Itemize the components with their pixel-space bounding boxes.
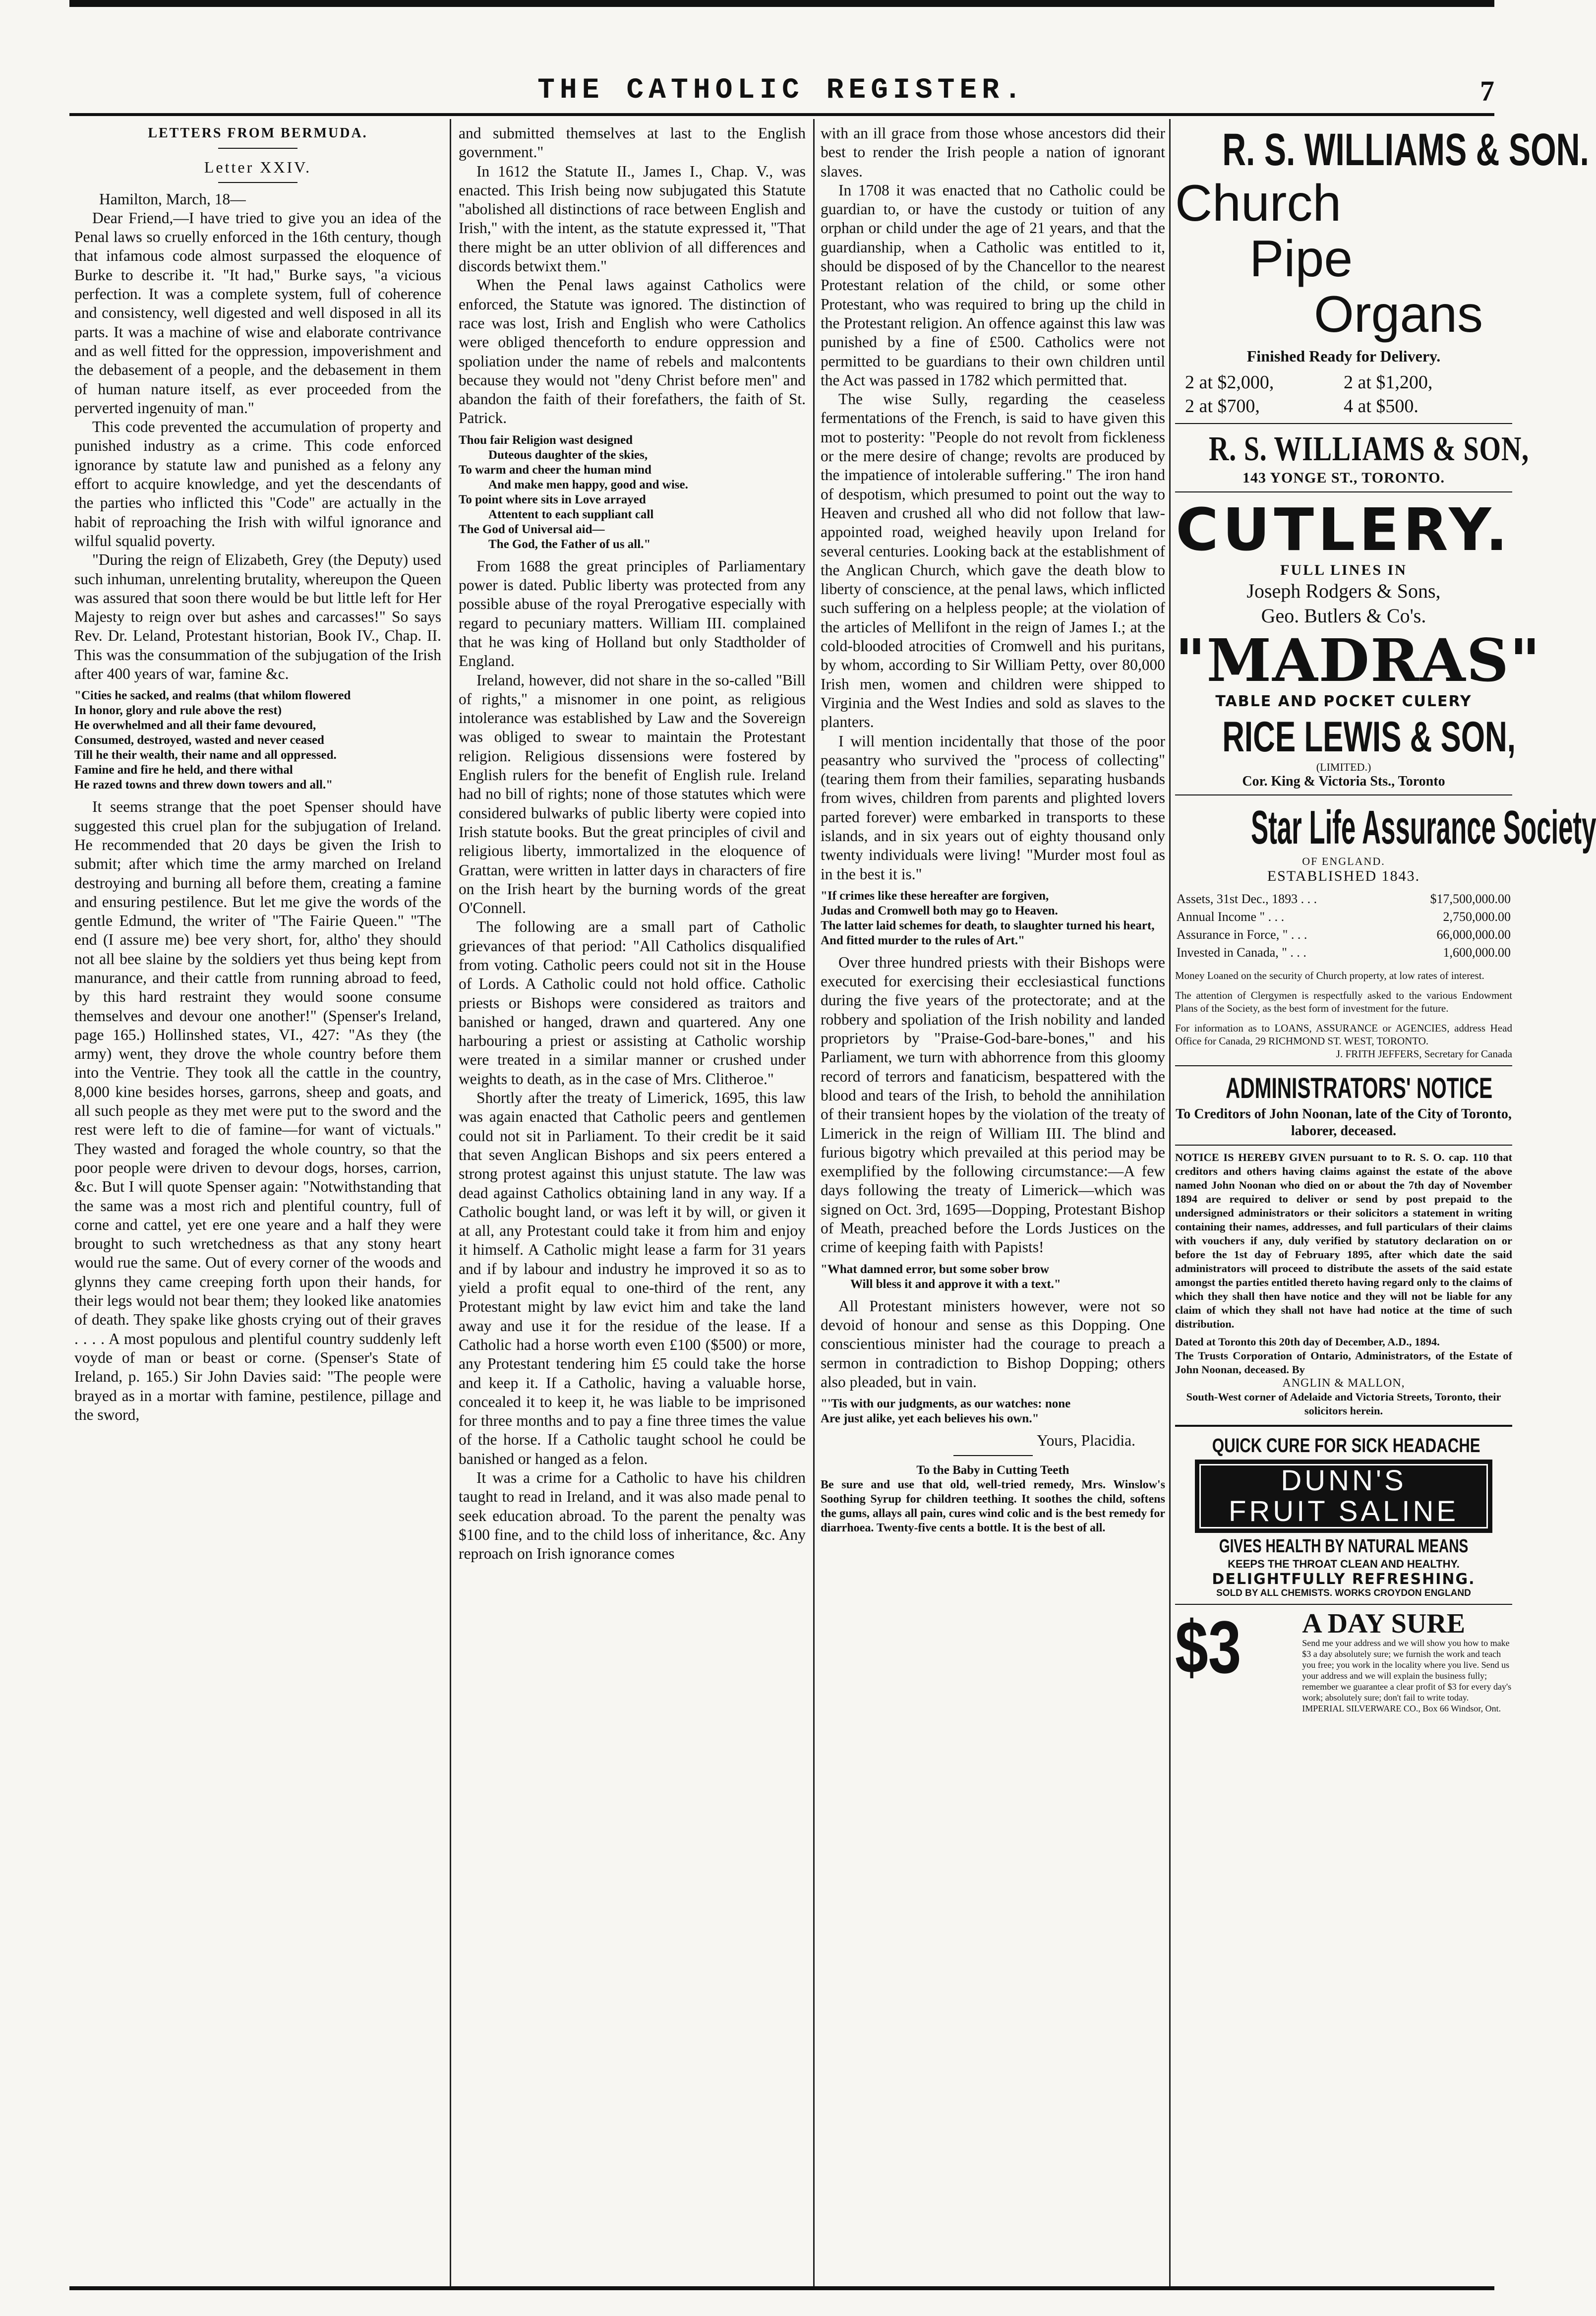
verse <box>821 1397 1165 1426</box>
table-cell: Assurance in Force, " . . . <box>1177 927 1307 942</box>
page-number: 7 <box>1480 75 1494 107</box>
article-column-2 <box>459 124 806 2276</box>
table-cell: 1,600,000.00 <box>1443 945 1511 960</box>
money-loaned: Money Loaned on the security of Church property, at low rates of interest. <box>1175 970 1484 981</box>
admin-title-text: ADMINISTRATORS' NOTICE <box>1226 1072 1493 1104</box>
rice-lewis-address: Cor. King & Victoria Sts., Toronto <box>1242 774 1445 789</box>
info-text: For information as to LOANS, ASSURANCE or AGENCIES, address Head Office for Canada, 29 RICHMOND ST. WEST, TORONTO. <box>1175 1022 1512 1047</box>
paragraph: Shortly after the treaty of Limerick, 1695, this law was again enacted that Catholic peers and gentlemen could not sit in Parliament. To their credit be it said that seven Anglican Bishops and six peers entered a strong protest against this unjust statute. The law was dead against Catholics obtaining land in any way. If a Catholic bought land, or was left it by will, or given it at all, any Protestant could take it from him and enjoy it himself. A Catholic might lease a farm for 31 years and if by labour and industry he improved it so as to yield a profit equal to one-third of the rent, any Protestant might by law evict him and take the land away and use it for the residue of the lease. If a Catholic had a horse worth even £100 ($500) or more, any Protestant tendering him £5 could take the horse and keep it. If a Catholic, having a valuable horse, concealed it to keep it, he was liable to be imprisoned for three months and to pay a fine three times the value of the horse. If a Catholic taught school he could be banished or hanged as a felon. <box>459 1089 806 1467</box>
table-cell: Invested in Canada, " . . . <box>1177 945 1306 960</box>
rodgers-line: Joseph Rodgers & Sons, <box>1246 580 1441 602</box>
delightfully: DELIGHTFULLY REFRESHING. <box>1212 1571 1476 1588</box>
admin-body: NOTICE IS HEREBY GIVEN pursuant to to R. S. O. cap. 110 that creditors and others having claims against the estate of the above named John Noonan who died on or about the 7th day of November 1894 are required to deliver or send by post prepaid to the undersigned administrators or their solicitors a statement in writing containing their names, addresses, and full particulars of their claims with vouchers if any, duly verified by statutory declaration on or before the 1st day of February 1895, after which date the said administrators will proceed to distribute the assets of the said estate amongst the parties entitled thereto having regard only to the claims of which they shall then have notice and they will not be liable for any claim of which they shall not have had notice at the time of such distribution. <box>1175 1151 1512 1330</box>
organs-line: Church <box>1175 175 1342 232</box>
verse-line: To point where sits in Love arrayed <box>459 492 646 506</box>
williams-ad-title <box>1175 124 1589 176</box>
dateline: Hamilton, March, 18— <box>99 190 246 208</box>
paragraph: and submitted themselves at last to the English government." <box>459 124 806 161</box>
paragraph: It was a crime for a Catholic to have his children taught to read in Ireland, and it was also made penal to seek education abroad. To the parent the penalty was $100 fine, and to the child loss of inheritance, &c. Any reproach on Irish ignorance comes <box>459 1469 806 1563</box>
divider <box>1175 1065 1512 1066</box>
three-dollar: $3 <box>1175 1605 1241 1689</box>
divider <box>953 1455 1033 1456</box>
butlers-line: Geo. Butlers & Co's. <box>1261 605 1426 627</box>
sold-line: SOLD BY ALL CHEMISTS. WORKS CROYDON ENGLAND <box>1216 1588 1471 1598</box>
price-item: 4 at $500. <box>1344 396 1419 417</box>
gives-health-text: GIVES HEALTH BY NATURAL MEANS <box>1219 1536 1469 1557</box>
fruit-saline: FRUIT SALINE <box>1228 1495 1459 1527</box>
anglin-address: South-West corner of Adelaide and Victoria Streets, Toronto, their solicitors herein. <box>1186 1391 1501 1417</box>
williams-name: R. S. WILLIAMS & SON. <box>1222 124 1589 175</box>
full-lines: FULL LINES IN <box>1280 562 1407 578</box>
verse-line: And fitted murder to the rules of Art." <box>821 933 1025 947</box>
paragraph: This code prevented the accumulation of property and punished industry as a crime. This code enforced ignorance by statute law and punished as a felony any effort to acquire knowledge, and yet the descendants of the parties who inflicted this "Code" are actually in the habit of reproaching the Irish with wilful ignorance and wilful squalid poverty. <box>74 418 441 549</box>
letter-number: Letter XXIV. <box>204 158 312 177</box>
verse-line: "What damned error, but some sober brow <box>821 1262 1049 1276</box>
star-life-figures <box>1175 890 1512 962</box>
admin-subtitle: To Creditors of John Noonan, late of the City of Toronto, laborer, deceased. <box>1176 1106 1512 1139</box>
verse-line: Famine and fire he held, and there withal <box>74 763 293 777</box>
paragraph: with an ill grace from those whose ancestors did their best to render the Irish people a nation of ignorant slaves. <box>821 124 1165 180</box>
verse-line: He overwhelmed and all their fame devoured, <box>74 719 316 732</box>
paragraph: The following are a small part of Catholic grievances of that period: "All Catholics disqualified from voting. Catholic peers could not sit in the House of Lords. A Catholic could not hold office. Catholic priests or Bishops were considered as traitors and banished or hanged, drawn and quartered. Any one harbouring a priest or assisting at Catholic worship were treated in a similar manner or crushed under weights to death, as in the case of Mrs. Clitheroe." <box>459 918 806 1088</box>
paragraph: From 1688 the great principles of Parliamentary power is dated. Public liberty was protected from any possible abuse of the royal Prerogative especially with regard to pecuniary matters. William III. complained that he was king of Holland but only Stadtholder of England. <box>459 557 806 670</box>
bottom-rule <box>69 2286 1494 2290</box>
paragraph: Over three hundred priests with their Bishops were executed for exercising their ecclesiastical functions during the five years of the protectorate; and at the robbery and spoliation of the Irish nobility and landed proprietors by "Praise-God-bare-bones," and his Parliament, we turn with abhorrence from this gloomy record of terrors and fanaticism, bespattered with the blood and tears of the Irish, to behold the annihilation of their transient hopes by the violation of the treaty of Limerick in the reign of William III. The blind and furious bigotry which prevailed at this period may be exemplified by the following circumstance:—A few days following the treaty of Limerick—which was signed on Oct. 3rd, 1695—Dopping, Protestant Bishop of Meath, preached before the Lords Justices on the crime of keeping faith with Papists! <box>821 953 1165 1256</box>
paragraph: It seems strange that the poet Spenser should have suggested this cruel plan for the subjugation of Ireland. He recommended that 20 days be given the Irish to submit; after which time the army marched on Ireland destroying and burning all before them, creating a famine and ensuring pestilence. But let me give the words of the gentle Edmund, the writer of "The Fairie Queen." "The end (I assure me) bee very short, for, altho' they should not all bee slaine by the soldiers yet thus being kept from manurance, and their cattle from running abroad to feed, by this hard restraint they would soone consume themselves and devour one another!" (Spenser's Ireland, page 165.) Hollinshed states, VI., 427: "As they (the army) went, they drove the whole country before them into the Ventrie. They took all the cattle in the country, 8,000 kine besides horses, garrons, sheep and goats, and all such people as they met were put to the sword and the rest were left to die of famine—for want of victuals." They wasted and foraged the whole country, so that the poor people were driven to devour dogs, horses, carrion, &c. But I will quote Spenser again: "Notwithstanding that the same was a most rich and plentiful country, full of corne and cattel, yet ere one yeare and a half they were brought to such wretchedness as that any stony heart would rue the same. Out of every corner of the woods and glynns they came creeping forth upon their hands, for their legs would not bear them; they looked like anatomies of death. They spake like ghosts crying out of their graves . . . . A most populous and plentiful country suddenly left voyde of man or beast or corne. (Spenser's State of Ireland, p. 165.) Sir John Davies said: "The people were brayed as in a mortar with famine, pestilence, pillage and the sword, <box>74 798 441 1423</box>
paragraph: "During the reign of Elizabeth, Grey (the Deputy) used such inhuman, unrelenting brutality, whereupon the Queen was assured that soon there would be but little left for Her Majesty to reign over but ashes and carcasses!" So says Rev. Dr. Leland, Protestant historian, Book IV., Chap. II. This was the consummation of the subjugation of the Irish after 400 years of war, famine &c. <box>74 551 441 683</box>
verse-line: Consumed, destroyed, wasted and never ceased <box>74 733 324 747</box>
article-column-1 <box>74 124 441 2276</box>
organs-line: Organs <box>1314 286 1483 343</box>
limited-line: (LIMITED.) <box>1316 761 1371 773</box>
admin-title <box>1175 1071 1512 1106</box>
divider <box>1175 1604 1512 1605</box>
star-life-title <box>1175 800 1596 855</box>
divider <box>1175 423 1512 424</box>
divider <box>1175 794 1512 795</box>
price-item: 2 at $700, <box>1185 396 1260 417</box>
column-divider <box>813 119 815 2286</box>
organs-heading <box>1175 176 1512 342</box>
verse-line: The God, the Father of us all." <box>488 537 651 551</box>
table-cell: Assets, 31st Dec., 1893 . . . <box>1177 892 1317 906</box>
jeffers-line: J. FRITH JEFFERS, Secretary for Canada <box>1336 1048 1512 1060</box>
finished-line: Finished Ready for Delivery. <box>1246 347 1441 365</box>
williams-address: 143 YONGE ST., TORONTO. <box>1242 470 1445 486</box>
three-dollar-text <box>1302 1610 1512 1714</box>
divider <box>218 182 297 183</box>
three-dollar-ad <box>1175 1605 1512 1714</box>
table-row <box>1176 944 1511 961</box>
paragraph: When the Penal laws against Catholics were enforced, the Statute was ignored. The distinction of race was lost, Irish and English who were Catholics were obliged thenceforth to endure oppression and spoliation under the name of rebels and malcontents because they would not "deny Christ before men" and abandon the faith of their forefathers, the faith of St. Patrick. <box>459 276 806 427</box>
paragraph: Ireland, however, did not share in the so-called "Bill of rights," a misnomer in one point, as religious intolerance was established by Law and the Sovereign was obliged to swear to maintain the Protestant religion. Religious dissensions were fostered by English rulers for the benefit of English rule. Ireland had no bill of rights; none of those statutes which were considered bulwarks of public liberty were copied into Irish statute books. But the great principles of civil and religious liberty, immortalized in the eloquence of Grattan, were written in latter days in characters of fire on the Irish heart by the burning words of the great O'Connell. <box>459 671 806 917</box>
advertisement-column <box>1175 124 1596 2276</box>
anglin-name: ANGLIN & MALLON, <box>1282 1377 1405 1390</box>
verse-line: In honor, glory and rule above the rest) <box>74 704 282 718</box>
verse <box>459 433 806 552</box>
top-rule <box>69 0 1494 7</box>
organs-line: Pipe <box>1249 230 1353 288</box>
verse-line: Till he their wealth, their name and all oppressed. <box>74 748 337 762</box>
verse-line: Are just alike, yet each believes his own." <box>821 1412 1039 1426</box>
madras-heading: "MADRAS" <box>1175 626 1541 695</box>
divider <box>1175 1145 1512 1146</box>
notice-text: Be sure and use that old, well-tried remedy, Mrs. Winslow's Soothing Syrup for children teething. It soothes the child, softens the gums, allays all pain, cures wind colic and is the best remedy for diarrhoea. Twenty-five cents a bottle. It is the best of all. <box>821 1478 1165 1535</box>
column-divider <box>1169 119 1171 2286</box>
cutlery-heading: CUTLERY. <box>1176 495 1512 564</box>
article-column-3 <box>821 124 1165 2276</box>
verse-line: Will bless it and approve it with a text." <box>850 1277 1061 1291</box>
williams-name-2: R. S. WILLIAMS & SON, <box>1209 430 1529 468</box>
dunns-fruit-saline-banner <box>1195 1460 1492 1533</box>
gives-health <box>1175 1535 1512 1558</box>
verse-line: "'Tis with our judgments, as our watches: none <box>821 1397 1071 1411</box>
paragraph: In 1612 the Statute II., James I., Chap. V., was enacted. This Irish being now subjugated this Statute "abolished all distinctions of race between English and Irish," with the intent, as the statute expressed it, "That there might be an utter oblivion of all differences and discords betwixt them." <box>459 162 806 275</box>
divider <box>1175 1425 1512 1427</box>
header-rule <box>69 113 1494 116</box>
table-row <box>1176 909 1511 925</box>
rice-lewis-title <box>1175 713 1516 761</box>
divider <box>218 148 297 149</box>
verse <box>74 688 441 792</box>
paragraph: All Protestant ministers however, were not so devoid of honour and sense as this Dopping. One conscientious minister had the courage to preach a sermon in contradiction to Bishop Dopping; others also pleaded, but in vain. <box>821 1297 1165 1391</box>
table-cell: Annual Income " . . . <box>1177 910 1285 924</box>
of-england: OF ENGLAND. <box>1302 855 1385 867</box>
signature: Yours, Placidia. <box>1037 1432 1135 1450</box>
verse-line: And make men happy, good and wise. <box>488 478 688 491</box>
star-life-name: Star Life Assurance Society <box>1251 801 1596 854</box>
quick-cure-text: QUICK CURE FOR SICK HEADACHE <box>1212 1435 1480 1457</box>
verse-line: Thou fair Religion wast designed <box>459 433 633 447</box>
a-day-body: Send me your address and we will show you how to make $3 a day absolutely sure; we furnish the work and teach you free; you work in the locality where you live. Send us your address and we will explain the business fully; remember we guarantee a clear profit of $3 for every day's work; absolutely sure; don't fail to write today. IMPERIAL SILVERWARE CO., Box 66 Windsor, Ont. <box>1302 1638 1512 1713</box>
page-header <box>69 74 1494 109</box>
a-day-sure: A DAY SURE <box>1302 1608 1466 1639</box>
table-row <box>1176 926 1511 943</box>
table-cell: $17,500,000.00 <box>1430 892 1511 906</box>
price-item: 2 at $1,200, <box>1344 372 1433 393</box>
paragraph: I will mention incidentally that those of the poor peasantry who survived the "process of collecting" (tearing them from their families, separating husbands from wives, children from parents and plighted lovers parted forever) were embarked in transports to these islands, and in six years out of eighty thousand only twenty individuals were living! "Murder most foul as in the best it is." <box>821 732 1165 883</box>
verse-line: Duteous daughter of the skies, <box>488 448 648 462</box>
notice-heading: To the Baby in Cutting Teeth <box>916 1463 1069 1477</box>
admin-trusts: The Trusts Corporation of Ontario, Administrators, of the Estate of John Noonan, deceased. By <box>1175 1349 1512 1376</box>
paragraph: Dear Friend,—I have tried to give you an idea of the Penal laws so cruelly enforced in the 16th century, though that infamous code almost surpassed the eloquence of Burke to describe it. "It had," Burke says, "a vicious perfection. It was a complete system, full of coherence and consistency, well digested and well disposed in all its parts. It was a machine of wise and elaborate contrivance and as well fitted for the oppression, impoverishment and the debasement of a people, and the debasement in them of human nature itself, as ever proceeded from the perverted ingenuity of man." <box>74 209 441 417</box>
keeps-line: KEEPS THE THROAT CLEAN AND HEALTHY. <box>1228 1558 1460 1570</box>
table-cell: 66,000,000.00 <box>1436 927 1511 942</box>
verse-line: Attentent to each suppliant call <box>488 507 654 521</box>
verse-line: He razed towns and threw down towers and all." <box>74 778 333 792</box>
table-cell: 2,750,000.00 <box>1443 910 1511 924</box>
rice-lewis-name: RICE LEWIS & SON, <box>1222 713 1516 761</box>
column-divider <box>450 119 451 2286</box>
quick-cure <box>1175 1434 1512 1458</box>
divider <box>1175 491 1512 492</box>
verse-line: The latter laid schemes for death, to slaughter turned his heart, <box>821 918 1155 932</box>
table-pocket-line: TABLE AND POCKET CULERY <box>1215 693 1472 710</box>
paragraph: In 1708 it was enacted that no Catholic could be guardian to, or have the custody or tuition of any orphan or child under the age of 21 years, and that the guardianship, when a Catholic was entitled to it, should be disposed of by the Chancellor to the nearest Protestant relation of the child, or some other Protestant, who was required to bring up the child in the Protestant religion. An offence against this law was punished by a fine of £500. Catholics were not permitted to be guardians to their own children until the Act was passed in 1782 which permitted that. <box>821 181 1165 389</box>
verse-line: "If crimes like these hereafter are forgiven, <box>821 889 1049 903</box>
verse-line: To warm and cheer the human mind <box>459 463 651 477</box>
table-row <box>1176 891 1511 908</box>
verse-line: The God of Universal aid— <box>459 522 605 536</box>
established: ESTABLISHED 1843. <box>1267 868 1420 884</box>
dunns: DUNN'S <box>1281 1464 1407 1497</box>
paragraph: The wise Sully, regarding the ceaseless fermentations of the French, is said to have given this mot to posterity: "People do not revolt from fickleness or the mere desire of change; revolts are produced by the impatience of intolerable suffering." The iron hand of despotism, which presumed to point out the way to Heaven and crushed all who did not follow that law-appointed road, weighed heavily upon Ireland for several centuries. Looking back at the establishment of the Anglican Church, which gave the death blow to liberty of conscience, at the penal laws, which inflicted such suffering on a helpless people; at the violation of the articles of Mellifont in the reign of James I.; at the cold-blooded atrocities of Cromwell and his puritans, by whom, according to Sir William Petty, over 80,000 Irish men, women and children were shipped to Virginia and the West Indies and sold as slaves to the planters. <box>821 390 1165 731</box>
verse <box>821 1262 1165 1292</box>
article-heading: LETTERS FROM BERMUDA. <box>148 125 368 141</box>
paper-title: THE CATHOLIC REGISTER. <box>537 74 1026 107</box>
admin-dated: Dated at Toronto this 20th day of December, A.D., 1894. <box>1175 1336 1440 1348</box>
attention-text: The attention of Clergymen is respectfully asked to the various Endowment Plans of the Society, as the best form of investment for the future. <box>1175 989 1512 1014</box>
verse <box>821 889 1165 948</box>
price-item: 2 at $2,000, <box>1185 372 1274 393</box>
verse-line: "Cities he sacked, and realms (that whilom flowered <box>74 689 351 703</box>
price-list <box>1175 370 1512 418</box>
verse-line: Judas and Cromwell both may go to Heaven. <box>821 904 1058 917</box>
